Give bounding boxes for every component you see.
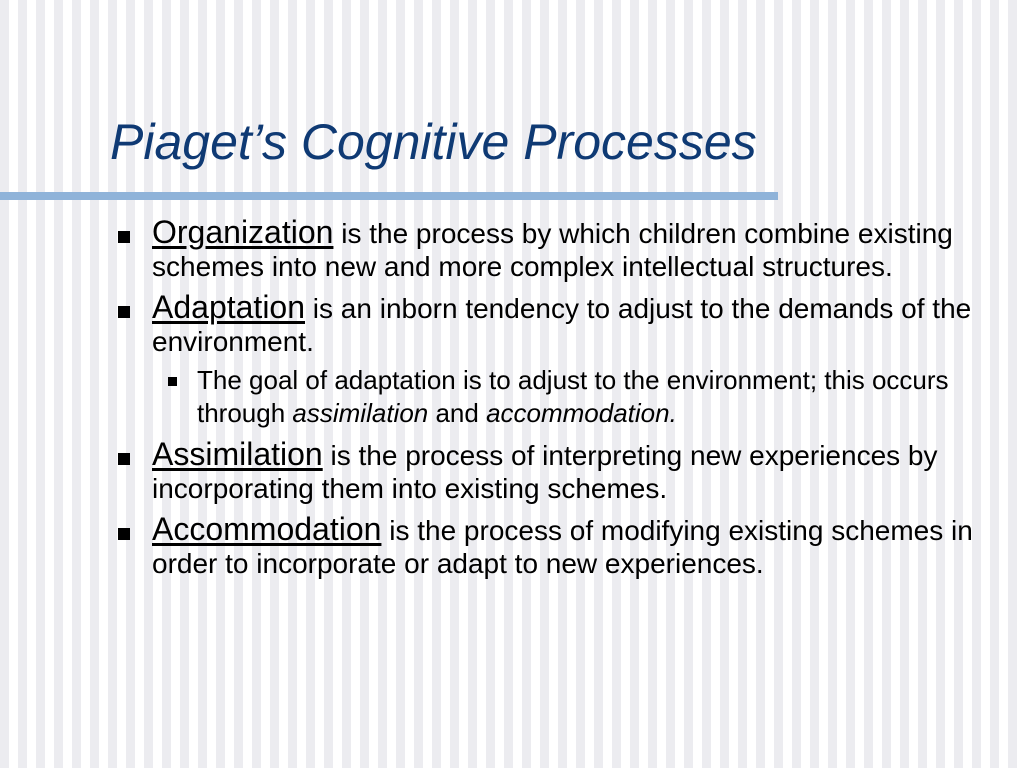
definition-adaptation: is an inborn tendency to adjust to the demands of the environment. (152, 293, 972, 357)
bullet-list (112, 216, 992, 588)
bullet-item-organization (112, 216, 992, 283)
sub-text-before: The goal of adaptation is to adjust to the environment; this occurs through (197, 365, 949, 428)
title-divider (0, 192, 778, 200)
sub-text-mid: and (428, 398, 487, 428)
sub-emphasis-accommodation: accommodation. (486, 398, 677, 428)
sub-bullet-list (152, 364, 992, 430)
definition-organization: is the process by which children combine existing schemes into new and more complex intellectual structures. (152, 218, 953, 282)
small-square-bullet-icon (168, 377, 177, 386)
slide-title: Piaget’s Cognitive Processes (110, 114, 757, 170)
bullet-item-accommodation (112, 513, 992, 580)
sub-emphasis-assimilation: assimilation (292, 398, 429, 428)
square-bullet-icon (118, 306, 130, 318)
term-accommodation: Accommodation (152, 511, 382, 547)
term-assimilation: Assimilation (152, 436, 323, 472)
term-adaptation: Adaptation (152, 289, 306, 325)
square-bullet-icon (118, 453, 130, 465)
square-bullet-icon (118, 528, 130, 540)
square-bullet-icon (118, 231, 130, 243)
definition-accommodation: is the process of modifying existing schemes in order to incorporate or adapt to new experiences. (152, 515, 973, 579)
definition-assimilation: is the process of interpreting new experiences by incorporating them into existing schemes. (152, 440, 938, 504)
sub-bullet-item-adaptation-goal (152, 364, 992, 430)
term-organization: Organization (152, 214, 334, 250)
bullet-item-assimilation (112, 438, 992, 505)
bullet-item-adaptation (112, 291, 992, 430)
